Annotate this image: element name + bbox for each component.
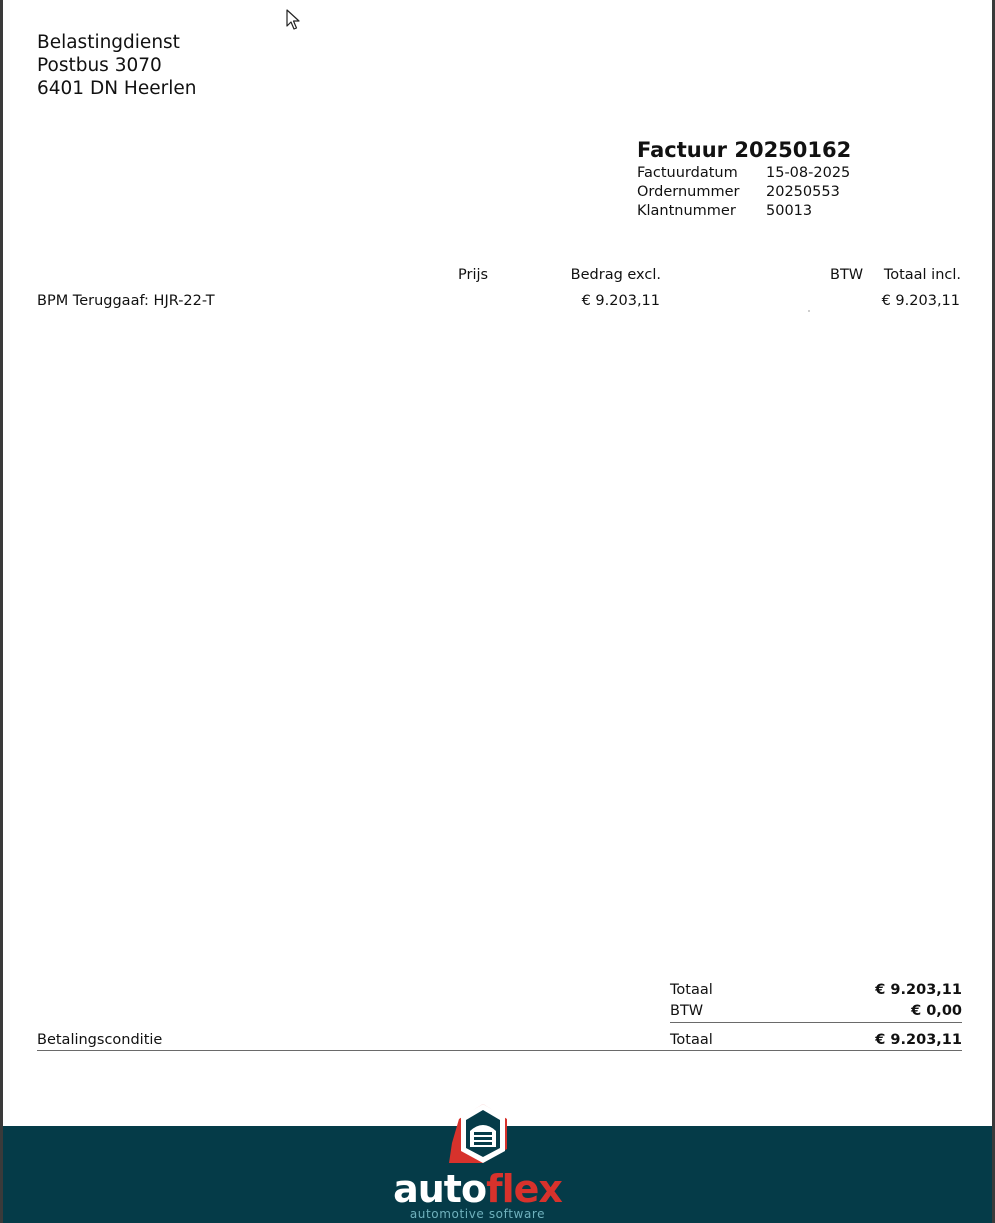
line-description: BPM Teruggaaf: HJR-22-T <box>37 293 215 309</box>
autoflex-logo <box>390 1101 565 1223</box>
vat-value: € 0,00 <box>911 1003 962 1019</box>
recipient-address-line: Postbus 3070 <box>37 55 162 76</box>
meta-value: 20250553 <box>766 184 840 200</box>
invoice-meta-row <box>637 183 851 202</box>
brand-part-flex: flex <box>486 1167 562 1211</box>
invoice-meta-row <box>637 164 851 183</box>
brand-part-auto: auto <box>393 1167 487 1211</box>
grand-total-block <box>670 1030 962 1051</box>
line-amount-excl: € 9.203,11 <box>581 293 660 309</box>
meta-label: Klantnummer <box>637 203 736 219</box>
footer-divider <box>37 1050 962 1051</box>
artifact-dot <box>808 310 810 312</box>
totals-block <box>670 980 962 1022</box>
column-header-price: Prijs <box>458 267 489 283</box>
meta-label: Factuurdatum <box>637 165 738 181</box>
invoice-header <box>637 136 851 221</box>
meta-value: 50013 <box>766 203 813 219</box>
vat-label: BTW <box>670 1003 704 1019</box>
column-header-amount-excl: Bedrag excl. <box>570 267 661 283</box>
meta-value: 15-08-2025 <box>766 165 851 181</box>
recipient-address <box>37 31 196 100</box>
recipient-postal-city: 6401 DN Heerlen <box>37 78 197 99</box>
subtotal-row <box>670 980 962 1001</box>
invoice-title: Factuur 20250162 <box>637 138 852 162</box>
invoice-meta-row <box>637 202 851 221</box>
grand-total-value: € 9.203,11 <box>875 1032 962 1048</box>
grand-total-row <box>670 1030 962 1051</box>
totals-divider <box>670 1022 962 1023</box>
subtotal-value: € 9.203,11 <box>875 982 962 998</box>
mouse-cursor-icon <box>286 9 302 31</box>
brand-name <box>390 1169 565 1209</box>
column-header-vat: BTW <box>830 267 864 283</box>
column-header-total-incl: Totaal incl. <box>883 267 961 283</box>
brand-tagline: automotive software <box>409 1207 546 1221</box>
subtotal-label: Totaal <box>670 982 713 998</box>
line-total-incl: € 9.203,11 <box>881 293 960 309</box>
meta-label: Ordernummer <box>637 184 740 200</box>
recipient-name: Belastingdienst <box>37 32 180 53</box>
vat-row <box>670 1001 962 1022</box>
grand-total-label: Totaal <box>670 1032 713 1048</box>
payment-condition-label: Betalingsconditie <box>37 1032 163 1048</box>
